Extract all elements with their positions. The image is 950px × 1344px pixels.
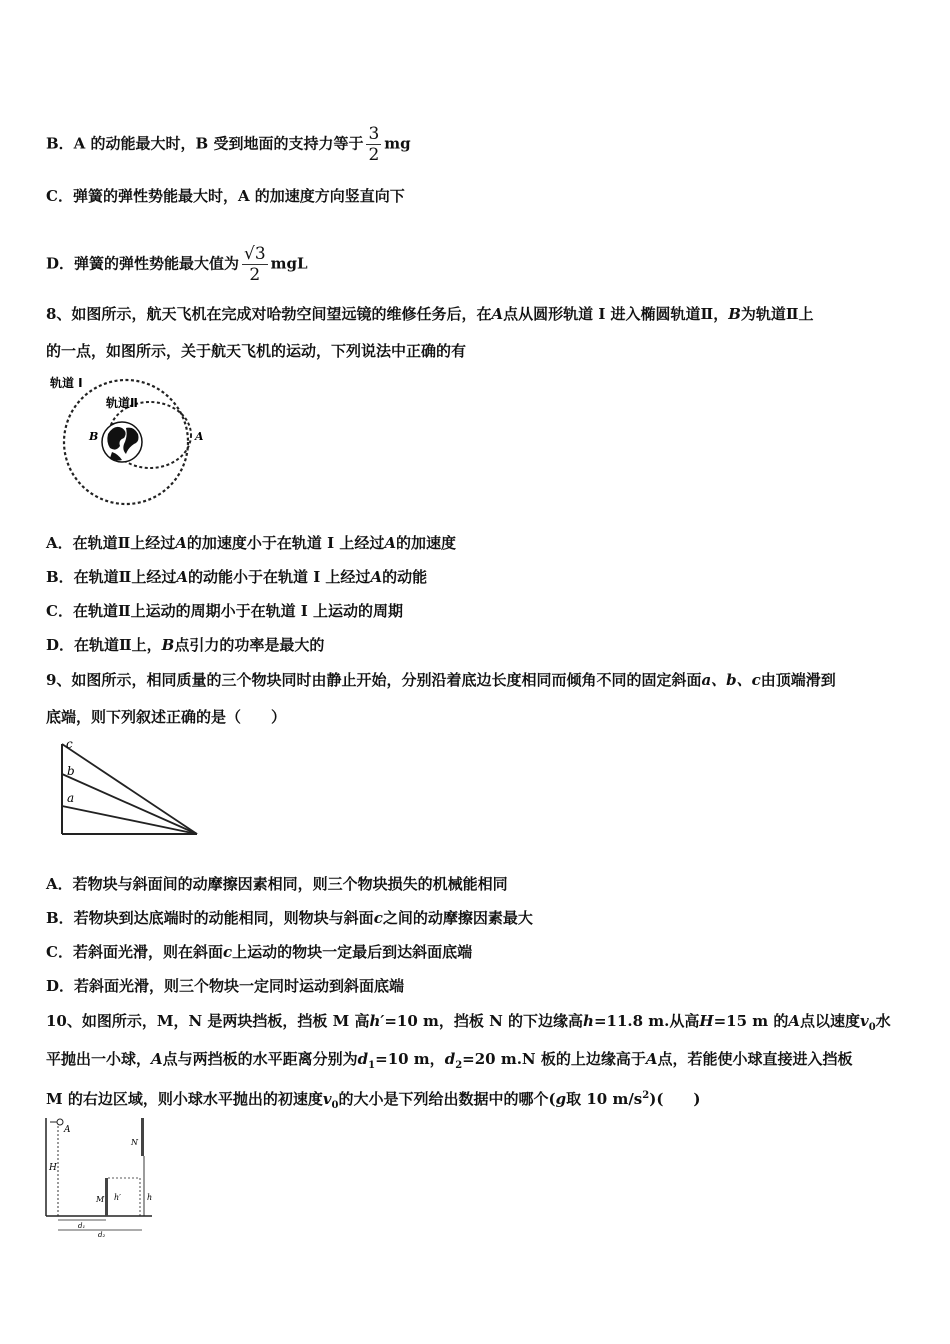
incline-b [62, 774, 197, 834]
text: )( ) [649, 1090, 701, 1108]
q9-option-a: A．若物块与斜面间的动摩擦因素相同，则三个物块损失的机械能相同 [46, 875, 508, 893]
var: A [370, 568, 383, 586]
text: 的加速度小于在轨道 I 上经过 [186, 534, 385, 552]
q7-option-c: C．弹簧的弹性势能最大时，A 的加速度方向竖直向下 [46, 187, 405, 205]
orbit-1-label: 轨道 I [50, 376, 83, 390]
barrier-n [141, 1118, 144, 1156]
text: 水 [875, 1012, 891, 1030]
text: 点从圆形轨道 I 进入椭圆轨道Ⅱ， [503, 305, 729, 323]
text: 上运动的物块一定最后到达斜面底端 [232, 943, 473, 961]
text: 8、如图所示，航天飞机在完成对哈勃空间望远镜的维修任务后，在 [46, 305, 492, 323]
var: v [322, 1090, 332, 1108]
q8-option-d [46, 635, 324, 655]
q10-stem-line2 [46, 1049, 853, 1076]
barrier-n-label: N [131, 1138, 138, 1147]
incline-figure [52, 736, 212, 846]
unit: mg [384, 134, 411, 153]
var: d [444, 1050, 456, 1068]
text: 的动能小于在轨道 I 上经过 [187, 568, 371, 586]
var: A [491, 305, 504, 323]
var: h′ [369, 1012, 385, 1030]
var: A [151, 1050, 163, 1068]
text: M 的右边区域，则小球水平抛出的初速度 [46, 1090, 323, 1108]
text: =10 m， [375, 1050, 445, 1068]
var: g [555, 1090, 567, 1108]
text: 的动能 [382, 568, 428, 586]
text: 9、如图所示，相同质量的三个物块同时由静止开始，分别沿着底边长度相同而倾角不同的固定斜面 [46, 671, 702, 689]
unit: mgL [270, 254, 308, 273]
subscript: 0 [331, 1100, 339, 1111]
var: d [357, 1050, 369, 1068]
distance-d1-label: d₁ [78, 1222, 86, 1230]
q9-option-c [46, 942, 472, 962]
var: A [384, 534, 397, 552]
fraction-denominator: 2 [368, 145, 380, 165]
text: 平抛出一小球， [46, 1050, 152, 1068]
q9-option-d: D．若斜面光滑，则三个物块一定同时运动到斜面底端 [46, 977, 405, 995]
distance-d2-label: d₂ [98, 1231, 106, 1238]
text: 由顶端滑到 [760, 671, 836, 689]
q8-option-a [46, 533, 456, 553]
fraction [242, 244, 268, 285]
var: a、b、c [701, 671, 761, 689]
q8-stem-line2: 的一点，如图所示，关于航天飞机的运动，下列说法中正确的有 [46, 342, 467, 360]
text: 10、如图所示，M，N 是两块挡板，挡板 M 高 [46, 1012, 370, 1030]
subscript: 2 [455, 1060, 463, 1071]
text: 点以速度 [799, 1012, 860, 1030]
text: =20 m.N 板的上边缘高于 [462, 1050, 646, 1068]
var: A [175, 534, 187, 552]
q10-stem-line1 [46, 1011, 891, 1038]
var: B [161, 636, 175, 654]
orbit-2-label: 轨道Ⅱ [106, 396, 138, 410]
q8-option-b [46, 567, 427, 587]
q8-stem-line1 [46, 304, 814, 324]
superscript: 2 [642, 1090, 650, 1101]
barrier-m-label: M [96, 1195, 105, 1204]
point-a-label: A [195, 430, 204, 443]
text: 点，若能使小球直接进入挡板 [657, 1050, 853, 1068]
subscript: 0 [868, 1022, 876, 1033]
var: c [373, 909, 383, 927]
projectile-figure [40, 1114, 170, 1238]
barrier-m-height-label: h′ [114, 1193, 121, 1202]
text: 点引力的功率是最大的 [174, 636, 325, 654]
barrier-m [105, 1178, 108, 1216]
var: v [859, 1012, 869, 1030]
q8-option-c: C．在轨道Ⅱ上运动的周期小于在轨道 I 上运动的周期 [46, 602, 404, 620]
text: D．在轨道Ⅱ上， [46, 636, 162, 654]
text: B．若物块到达底端时的动能相同，则物块与斜面 [46, 909, 374, 927]
q10-stem-line3 [46, 1086, 701, 1116]
q9-stem-line1 [46, 670, 836, 690]
point-b-label: B [89, 430, 99, 443]
q7-option-d [46, 244, 308, 285]
q9-stem-line2: 底端，则下列叙述正确的是（ ） [46, 708, 287, 726]
text: 点与两挡板的水平距离分别为 [162, 1050, 358, 1068]
q7-option-b [46, 124, 411, 165]
var: H [699, 1012, 714, 1030]
fraction-numerator: √3 [244, 244, 266, 264]
var: A [788, 1012, 800, 1030]
text: C．若斜面光滑，则在斜面 [46, 943, 223, 961]
height-h-label: H [49, 1163, 57, 1173]
option-text: D．弹簧的弹性势能最大值为 [46, 254, 240, 273]
var: A [176, 568, 188, 586]
option-text: B．A 的动能最大时，B 受到地面的支持力等于 [46, 134, 364, 153]
fraction [366, 124, 381, 165]
q9-option-b [46, 908, 533, 928]
text: =15 m 的 [713, 1012, 789, 1030]
subscript: 1 [368, 1060, 376, 1071]
var: c [222, 943, 233, 961]
orbit-figure [46, 372, 216, 512]
text: 取 10 m/s [566, 1090, 643, 1108]
var: h [583, 1012, 594, 1030]
text: B．在轨道Ⅱ上经过 [46, 568, 177, 586]
ball-icon [57, 1119, 63, 1125]
point-a-label: A [64, 1125, 71, 1135]
text: 的大小是下列给出数据中的哪个( [338, 1090, 556, 1108]
text: 为轨道Ⅱ上 [740, 305, 814, 323]
text: 的加速度 [396, 534, 457, 552]
fraction-denominator: 2 [249, 265, 261, 285]
label-b: b [67, 764, 75, 778]
var: B [728, 305, 741, 323]
label-a: a [67, 791, 75, 805]
text: 之间的动摩擦因素最大 [382, 909, 533, 927]
text: =11.8 m.从高 [593, 1012, 700, 1030]
barrier-n-height-label: h [147, 1193, 153, 1202]
var: A [645, 1050, 658, 1068]
text: A．在轨道Ⅱ上经过 [46, 534, 176, 552]
text: =10 m，挡板 N 的下边缘高 [384, 1012, 584, 1030]
label-c: c [66, 737, 73, 751]
fraction-numerator: 3 [368, 124, 380, 144]
